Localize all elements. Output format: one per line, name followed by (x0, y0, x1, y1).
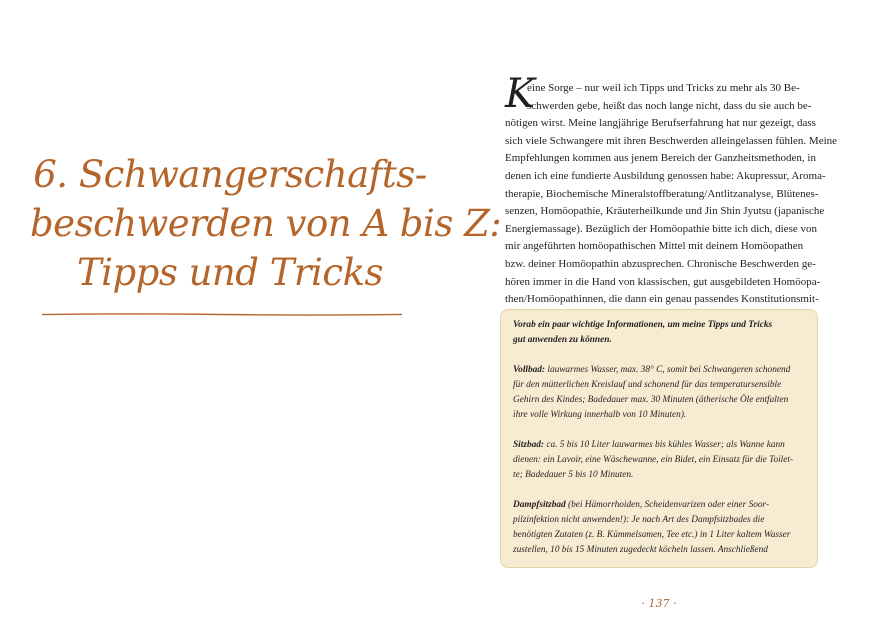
info-intro-line: gut anwenden zu können. (513, 335, 612, 345)
body-line: therapie, Biochemische Mineralstoffberatung/Antlitzanalyse, Blütenes- (505, 187, 819, 200)
body-line: mir angeführten homöopathischen Mittel mit deinem Homöopathen (505, 240, 804, 253)
chapter-title-line-3: Tipps und Tricks (76, 251, 384, 294)
body-line: denen ich eine fundierte Ausbildung genossen habe: Akupressur, Aroma- (505, 169, 826, 182)
drop-cap: K (505, 71, 535, 117)
page-number: · 137 · (641, 597, 677, 610)
info-vollbad (513, 363, 807, 423)
chapter-title-line-2: beschwerden von A bis Z: (30, 202, 502, 245)
body-line: nötigen wirst. Meine langjährige Berufserfahrung hat nur gezeigt, dass (505, 117, 816, 130)
body-line: eine Sorge – nur weil ich Tipps und Tricks zu mehr als 30 Be- (527, 82, 800, 94)
sitzbad-line: dienen: ein Lavoir, eine Wäschewanne, ein Bidet, ein Einsatz für die Toilet- (513, 455, 794, 465)
body-line: sich viele Schwangere mit ihren Beschwerden alleingelassen fühlen. Meine (505, 134, 838, 147)
info-intro-line: Vorab ein paar wichtige Informationen, um meine Tipps und Tricks (513, 320, 773, 330)
sitzbad-line: te; Badedauer 5 bis 10 Minuten. (513, 470, 634, 480)
vollbad-line: Gehirn des Kindes; Badedauer max. 30 Minuten (ätherische Öle entfalten (513, 395, 789, 405)
vollbad-line: für den mütterlichen Kreislauf und schonend für das temperatursensible (513, 380, 782, 390)
body-line: then/Homöopathinnen, die dann ein genau passendes Konstitutionsmit- (505, 293, 819, 306)
body-line: Empfehlungen kommen aus jenem Bereich der Ganzheitsmethoden, in (505, 152, 816, 165)
info-box (500, 309, 818, 568)
sitzbad-line: ca. 5 bis 10 Liter lauwarmes bis kühles Wasser; als Wanne kann (544, 440, 785, 450)
info-sitzbad (513, 438, 807, 483)
dampfsitzbad-line: (bei Hämorrhoiden, Scheidenvarizen oder einer Soor- (565, 500, 770, 510)
body-line: Energiemassage). Bezüglich der Homöopathie bitte ich dich, diese von (505, 222, 817, 235)
info-box-intro (513, 318, 807, 348)
vollbad-line: ihre volle Wirkung innerhalb von 10 Minuten). (513, 410, 687, 420)
dampfsitzbad-line: zustellen, 10 bis 15 Minuten zugedeckt köcheln lassen. Anschließend (513, 545, 768, 555)
sitzbad-term: Sitzbad: (513, 440, 544, 450)
body-line: hören immer in die Hand von klassischen, gut ausgebildeten Homöopa- (505, 275, 821, 288)
vollbad-line: lauwarmes Wasser, max. 38° C, somit bei Schwangeren schonend (545, 365, 791, 375)
title-underline-rule (42, 313, 402, 316)
dampfsitzbad-line: benötigten Zutaten (z. B. Kümmelsamen, Tee etc.) in 1 Liter kaltem Wasser (513, 530, 791, 540)
body-line: bzw. deiner Homöopathin abzusprechen. Chronische Beschwerden ge- (505, 257, 816, 270)
body-line: senzen, Homöopathie, Kräuterheilkunde und Jin Shin Jyutsu (japanische (505, 205, 825, 218)
chapter-title-line-1: 6. Schwangerschafts- (33, 153, 427, 196)
body-paragraph (505, 80, 838, 326)
dampfsitzbad-line: pilzinfektion nicht anwenden!): Je nach Art des Dampfsitzbades die (513, 515, 765, 525)
info-dampfsitzbad (513, 498, 807, 558)
chapter-title (30, 150, 502, 297)
vollbad-term: Vollbad: (513, 365, 546, 375)
dampfsitzbad-term: Dampfsitzbad (513, 500, 566, 510)
body-line: schwerden gebe, heißt das noch lange nicht, dass du sie auch be- (527, 99, 812, 112)
